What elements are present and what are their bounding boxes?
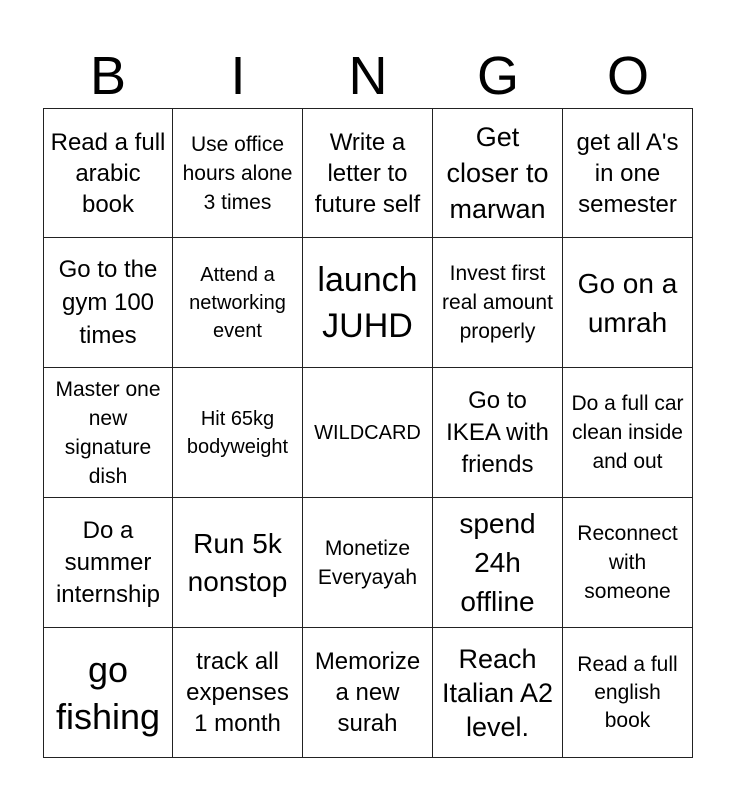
bingo-cell-label: Memorize a new surah (314, 648, 421, 737)
bingo-cell-label: go fishing (55, 648, 161, 737)
header-letter-n: N (348, 46, 388, 106)
bingo-cell-label: Invest first real amount properly (442, 262, 553, 343)
bingo-cell[interactable] (563, 628, 693, 758)
bingo-cell[interactable] (173, 108, 303, 238)
bingo-cell-label: Reach Italian A2 level. (441, 643, 554, 742)
bingo-cell-label: Go to the gym 100 times (58, 256, 158, 349)
bingo-cell[interactable] (433, 238, 563, 368)
bingo-cell-label: Hit 65kg bodyweight (186, 407, 289, 458)
header-letter-i: I (230, 46, 246, 106)
bingo-board (43, 108, 693, 758)
bingo-cell-label: Attend a networking event (189, 263, 286, 342)
bingo-cell[interactable] (433, 368, 563, 498)
bingo-header (43, 44, 693, 108)
bingo-cell[interactable] (43, 108, 173, 238)
header-letter-b: B (89, 46, 127, 106)
bingo-cell-label: Do a summer internship (55, 516, 161, 608)
bingo-cell-label: Read a full arabic book (50, 128, 166, 218)
bingo-cell[interactable] (43, 628, 173, 758)
bingo-cell[interactable] (173, 498, 303, 628)
bingo-cell[interactable] (303, 628, 433, 758)
bingo-cell[interactable] (43, 368, 173, 498)
bingo-cell[interactable] (303, 498, 433, 628)
bingo-cell[interactable] (173, 368, 303, 498)
bingo-cell[interactable] (173, 238, 303, 368)
bingo-cell-label: Go to IKEA with friends (446, 386, 549, 478)
bingo-cell-label: Get closer to marwan (446, 122, 549, 224)
header-letter-g: G (476, 46, 519, 106)
bingo-cell[interactable] (303, 238, 433, 368)
bingo-cell-label: Do a full car clean inside and out (571, 392, 684, 473)
header-letter-o: O (606, 46, 649, 106)
bingo-cell[interactable] (43, 238, 173, 368)
bingo-cell-label: Reconnect with someone (577, 522, 678, 603)
bingo-cell[interactable] (303, 108, 433, 238)
bingo-cell-label: spend 24h offline (459, 508, 536, 617)
bingo-cell-label: Write a letter to future self (314, 128, 421, 218)
bingo-cell[interactable] (563, 368, 693, 498)
bingo-cell[interactable] (43, 498, 173, 628)
bingo-cell[interactable] (563, 498, 693, 628)
bingo-cell-label: Run 5k nonstop (187, 527, 288, 597)
bingo-cell-label: WILDCARD (314, 421, 421, 444)
bingo-cell-label: Use office hours alone 3 times (182, 132, 293, 214)
bingo-cell[interactable] (563, 108, 693, 238)
bingo-cell-label: launch JUHD (317, 260, 418, 345)
bingo-cell-label: track all expenses 1 month (186, 648, 289, 737)
bingo-cell[interactable] (433, 108, 563, 238)
bingo-cell-label: Master one new signature dish (55, 377, 161, 488)
bingo-cell-label: Monetize Everyayah (317, 536, 418, 589)
bingo-cell[interactable] (303, 368, 433, 498)
bingo-cell[interactable] (433, 498, 563, 628)
bingo-cell-label: Go on a umrah (577, 267, 678, 338)
bingo-cell-label: get all A's in one semester (576, 128, 679, 218)
bingo-cell[interactable] (563, 238, 693, 368)
bingo-cell[interactable] (173, 628, 303, 758)
bingo-cell-label: Read a full english book (577, 652, 678, 732)
bingo-cell[interactable] (433, 628, 563, 758)
